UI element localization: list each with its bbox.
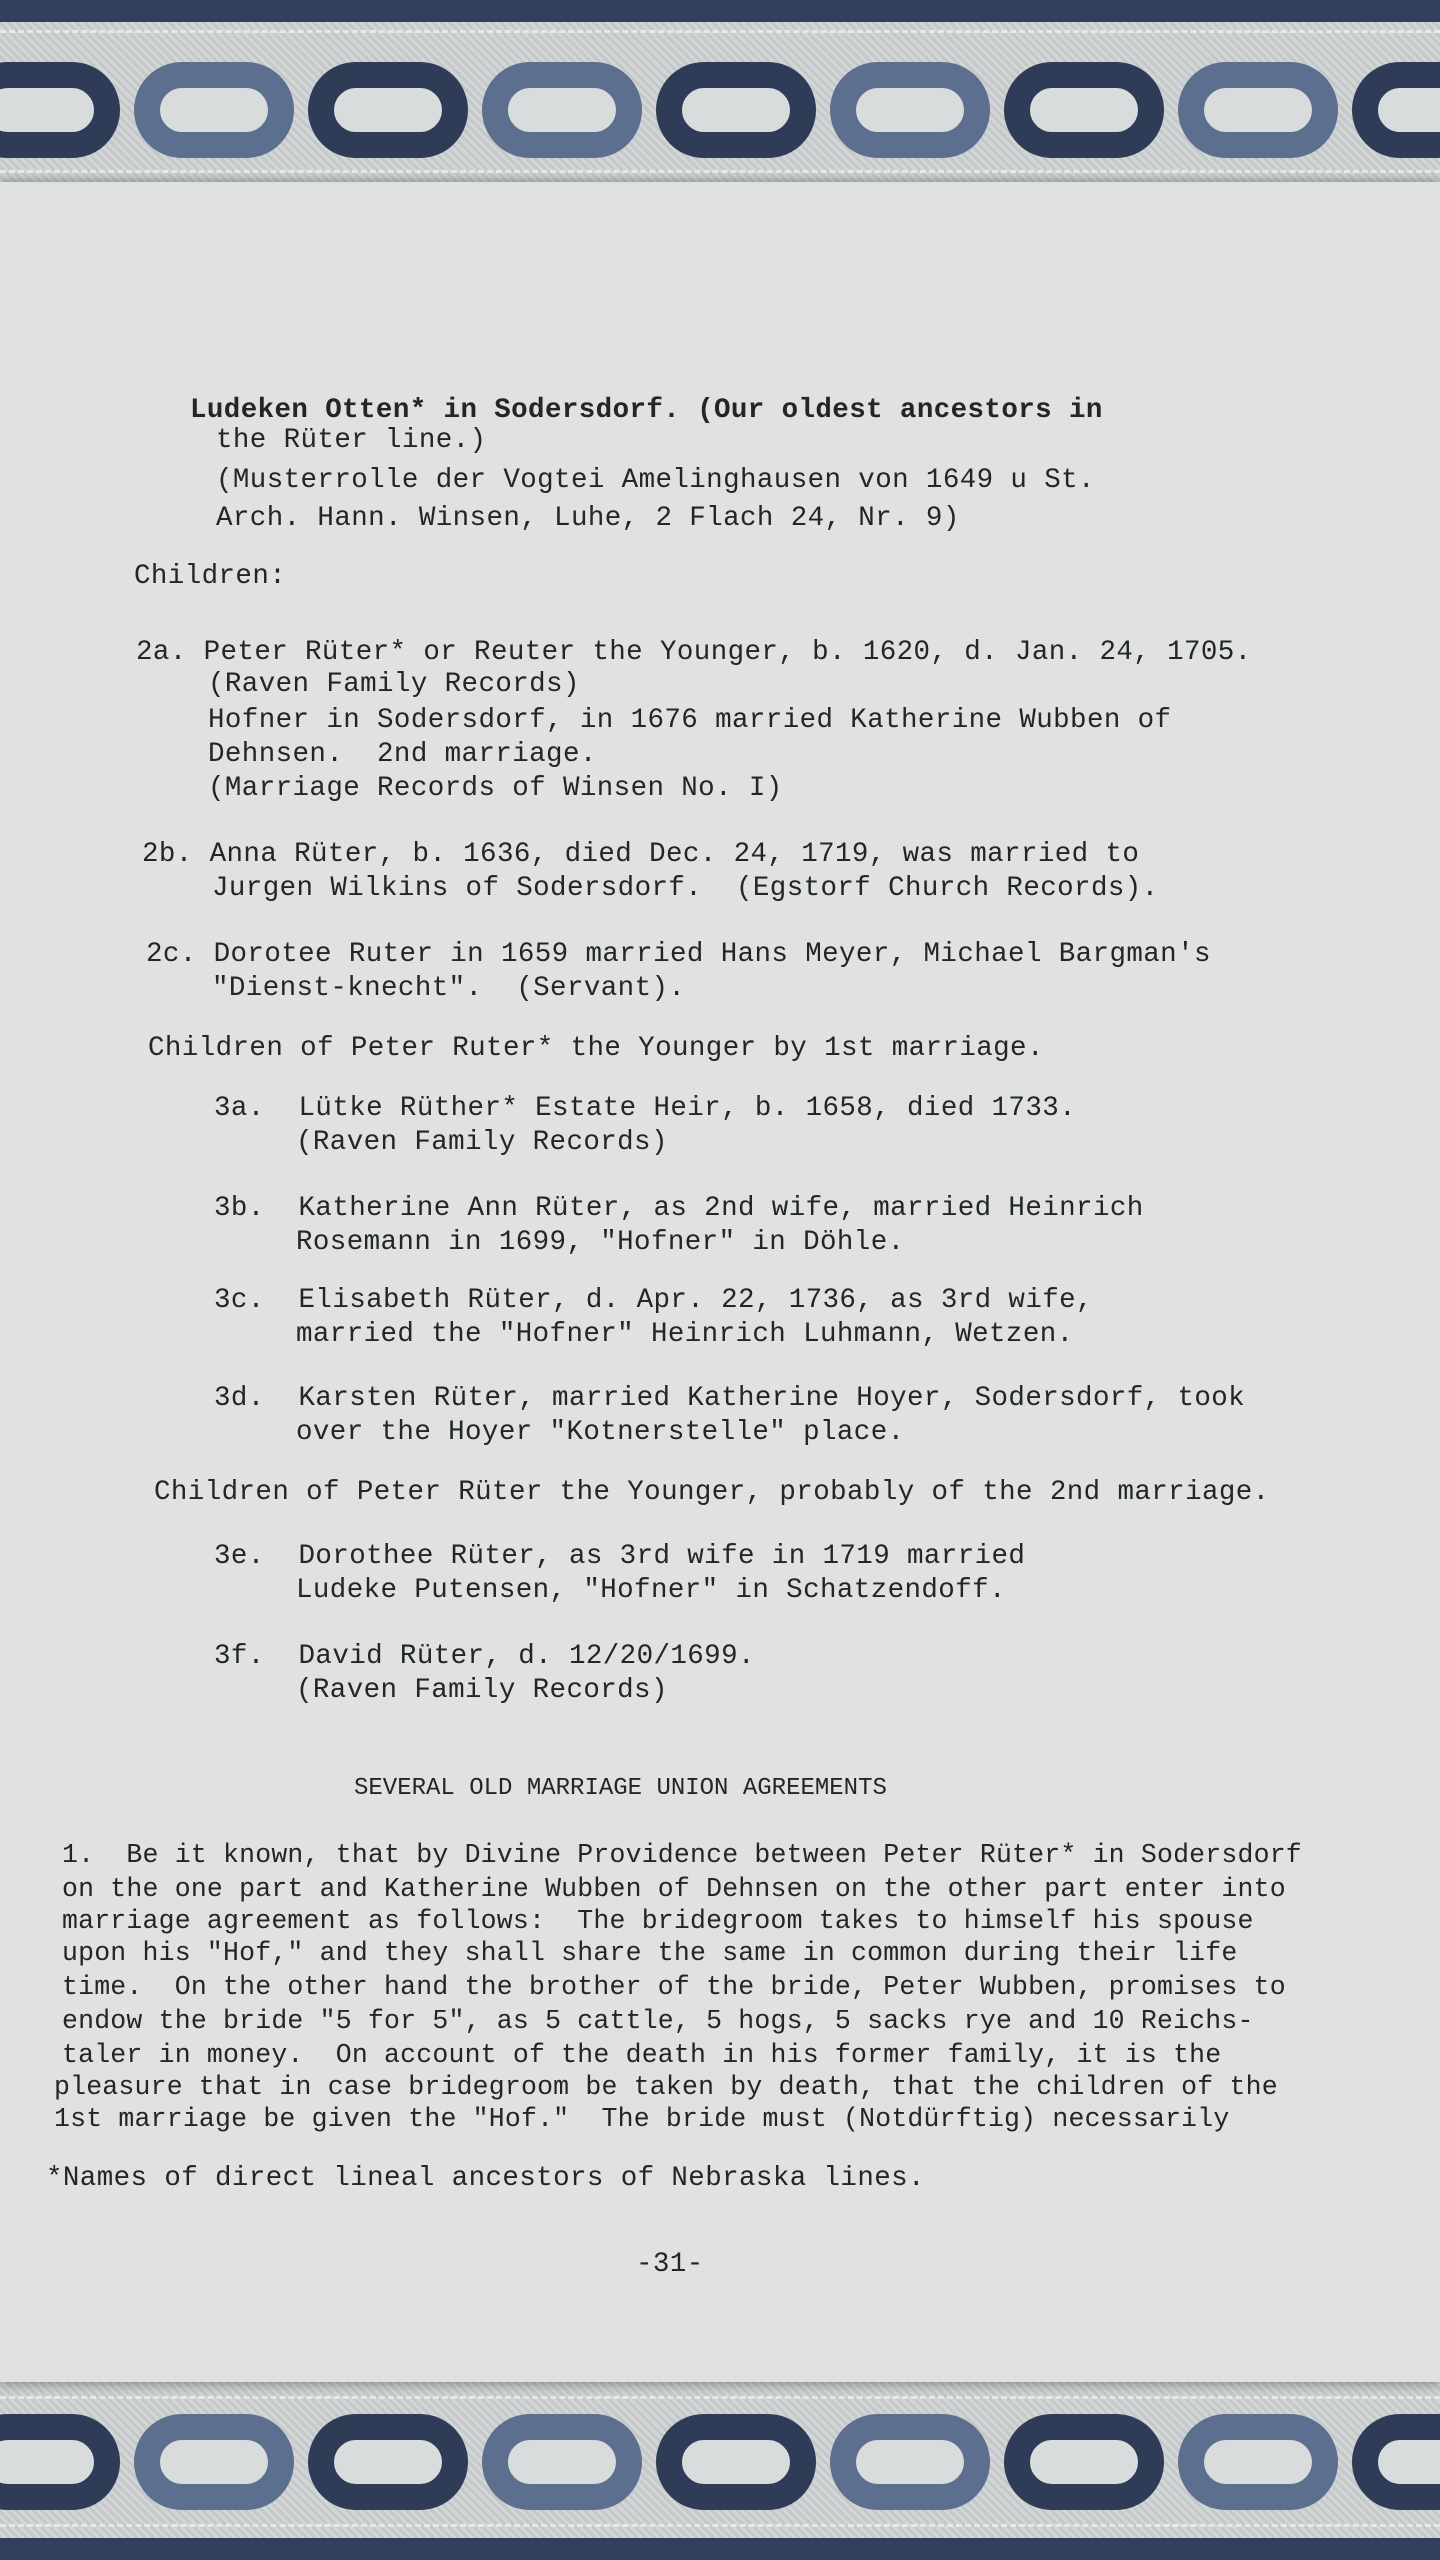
chain-link-shape [134,2414,294,2510]
chain-link-shape [1004,62,1164,158]
chain-link-shape [1004,2414,1164,2510]
fabric-stitching [0,2396,1440,2399]
agreement-line: on the one part and Katherine Wubben of Dehnsen on the other part enter into [62,1874,1286,1904]
chain-link-shape [308,62,468,158]
agreement-line: upon his "Hof," and they shall share the same in common during their life [62,1938,1238,1968]
fabric-stitching [0,30,1440,33]
chain-link-shape [1352,2414,1440,2510]
entry-line: 3a. Lütke Rüther* Estate Heir, b. 1658, died 1733. [214,1093,1077,1124]
header-line: Arch. Hann. Winsen, Luhe, 2 Flach 24, Nr. 9) [216,503,960,534]
fabric-stitching [0,170,1440,173]
fabric-stitching [0,2524,1440,2527]
chain-link-shape [656,62,816,158]
fabric-band-bottom [0,2374,1440,2560]
entry-line: Dehnsen. 2nd marriage. [208,739,597,770]
entry-line: (Raven Family Records) [208,669,580,700]
entry-line: "Dienst-knecht". (Servant). [212,973,686,1004]
header-line: Ludeken Otten* in Sodersdorf. (Our oldest ancestors in [190,395,1103,426]
agreement-line: pleasure that in case bridegroom be taken by death, that the children of the [54,2072,1278,2102]
footnote: *Names of direct lineal ancestors of Nebraska lines. [46,2163,925,2194]
agreement-line: endow the bride "5 for 5", as 5 cattle, 5 hogs, 5 sacks rye and 10 Reichs- [62,2006,1254,2036]
entry-line: 3c. Elisabeth Rüter, d. Apr. 22, 1736, as 3rd wife, [214,1285,1093,1316]
chain-link-shape [1178,2414,1338,2510]
entry-line: 3e. Dorothee Rüter, as 3rd wife in 1719 married [214,1541,1026,1572]
entry-line: (Raven Family Records) [296,1675,668,1706]
chain-link-shape [1352,62,1440,158]
children-second-marriage-label: Children of Peter Rüter the Younger, probably of the 2nd marriage. [154,1477,1270,1508]
children-first-marriage-label: Children of Peter Ruter* the Younger by 1st marriage. [148,1033,1044,1064]
agreement-line: marriage agreement as follows: The bridegroom takes to himself his spouse [62,1906,1254,1936]
chain-link-shape [0,2414,120,2510]
chain-link-shape [482,2414,642,2510]
fabric-chain-pattern [0,2414,1440,2510]
entry-line: 3b. Katherine Ann Rüter, as 2nd wife, married Heinrich [214,1193,1144,1224]
header-line: (Musterrolle der Vogtei Amelinghausen von 1649 u St. [216,465,1095,496]
agreement-line: time. On the other hand the brother of the bride, Peter Wubben, promises to [62,1972,1286,2002]
section-heading: SEVERAL OLD MARRIAGE UNION AGREEMENTS [354,1775,887,1802]
entry-line: 2c. Dorotee Ruter in 1659 married Hans Meyer, Michael Bargman's [146,939,1211,970]
agreement-line: taler in money. On account of the death in his former family, it is the [62,2040,1222,2070]
chain-link-shape [656,2414,816,2510]
entry-line: 2b. Anna Rüter, b. 1636, died Dec. 24, 1719, was married to [142,839,1140,870]
entry-line: 2a. Peter Rüter* or Reuter the Younger, b. 1620, d. Jan. 24, 1705. [136,637,1252,668]
header-line: the Rüter line.) [216,425,487,456]
chain-link-shape [830,2414,990,2510]
entry-line: Hofner in Sodersdorf, in 1676 married Katherine Wubben of [208,705,1172,736]
fabric-chain-pattern [0,62,1440,158]
entry-line: over the Hoyer "Kotnerstelle" place. [296,1417,905,1448]
chain-link-shape [134,62,294,158]
chain-link-shape [830,62,990,158]
entry-line: (Marriage Records of Winsen No. I) [208,773,783,804]
agreement-line: 1. Be it known, that by Divine Providence between Peter Rüter* in Sodersdorf [62,1840,1302,1870]
fabric-band-top [0,0,1440,190]
entry-line: 3d. Karsten Rüter, married Katherine Hoyer, Sodersdorf, took [214,1383,1246,1414]
entry-line: Rosemann in 1699, "Hofner" in Döhle. [296,1227,905,1258]
chain-link-shape [0,62,120,158]
page-number: -31- [636,2249,704,2280]
entry-line: married the "Hofner" Heinrich Luhmann, Wetzen. [296,1319,1074,1350]
entry-line: 3f. David Rüter, d. 12/20/1699. [214,1641,755,1672]
children-label: Children: [134,561,287,592]
chain-link-shape [1178,62,1338,158]
fabric-stripe [0,2538,1440,2560]
fabric-stripe [0,0,1440,22]
chain-link-shape [482,62,642,158]
entry-line: (Raven Family Records) [296,1127,668,1158]
agreement-line: 1st marriage be given the "Hof." The bride must (Notdürftig) necessarily [54,2104,1230,2134]
entry-line: Jurgen Wilkins of Sodersdorf. (Egstorf Church Records). [212,873,1159,904]
entry-line: Ludeke Putensen, "Hofner" in Schatzendoff. [296,1575,1006,1606]
chain-link-shape [308,2414,468,2510]
